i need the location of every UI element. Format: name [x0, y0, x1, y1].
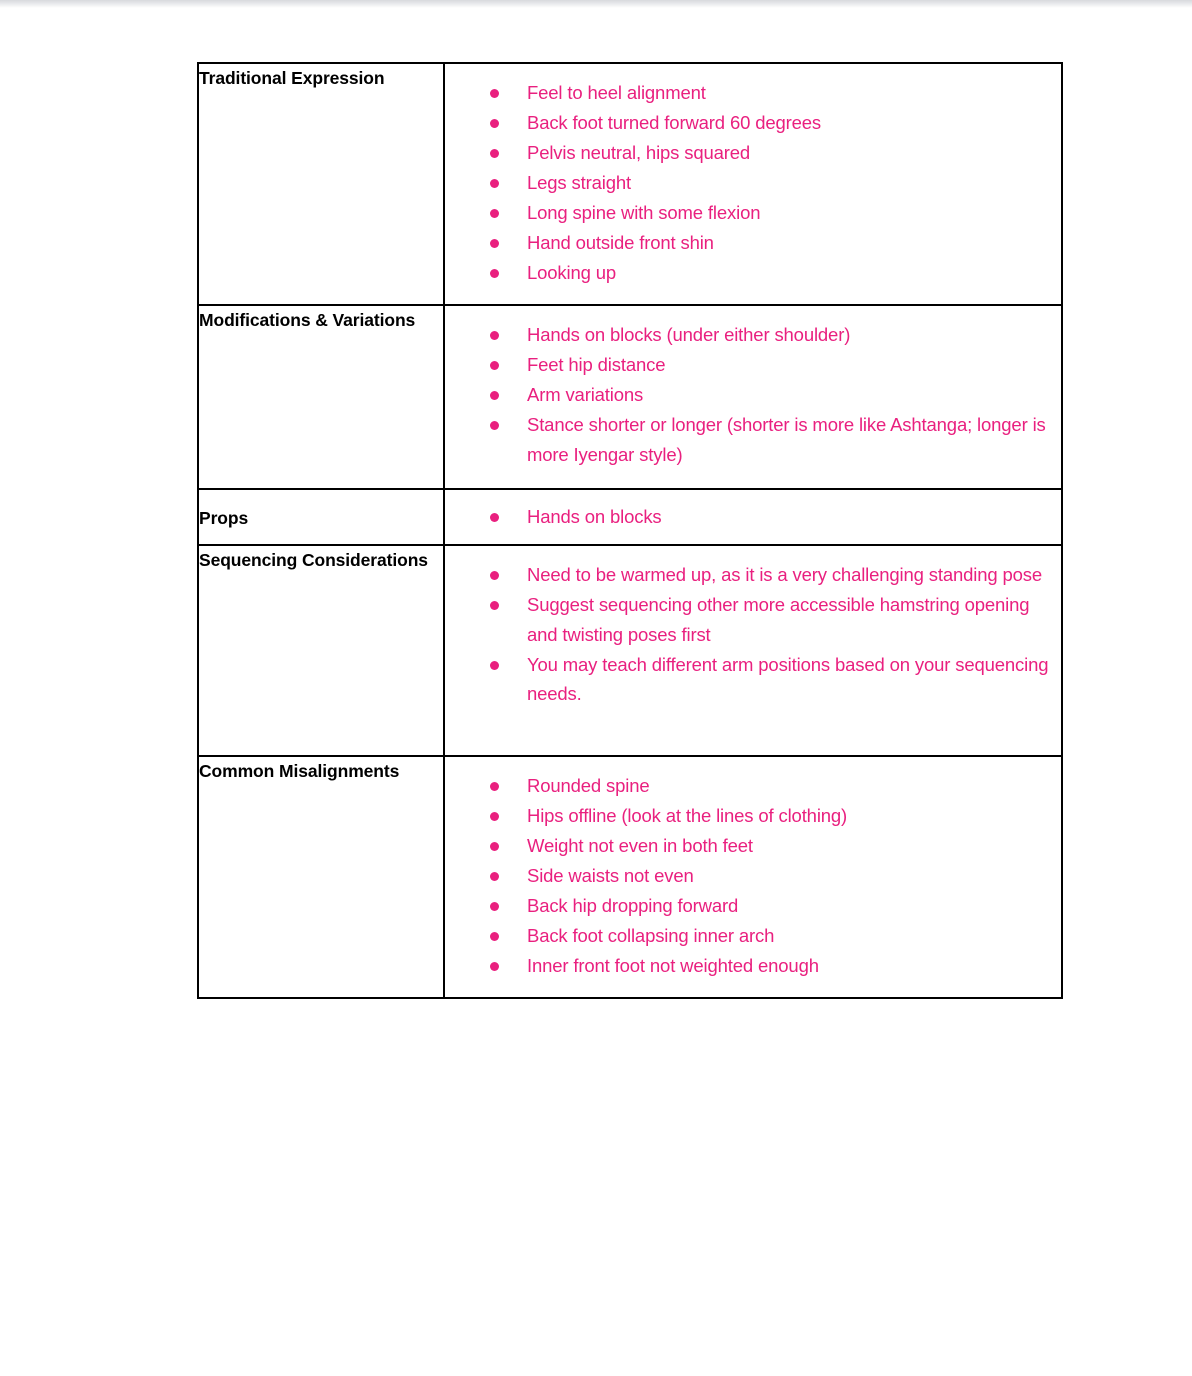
row-label-cell	[198, 756, 444, 998]
bullet-dot-icon	[490, 269, 499, 278]
list-item-text: Weight not even in both feet	[527, 835, 753, 857]
row-label: Common Misalignments	[199, 761, 400, 782]
list-item	[445, 320, 1061, 350]
list-item	[445, 650, 1061, 710]
row-label-cell	[198, 63, 444, 305]
row-content-cell	[444, 489, 1062, 545]
bullet-dot-icon	[490, 209, 499, 218]
bullet-dot-icon	[490, 932, 499, 941]
list-item-text: Hands on blocks (under either shoulder)	[527, 323, 851, 345]
bullet-dot-icon	[490, 872, 499, 881]
list-item-text: Need to be warmed up, as it is a very challenging standing pose	[527, 563, 1043, 585]
list-item-text: Back foot turned forward 60 degrees	[527, 111, 822, 133]
list-item	[445, 108, 1061, 138]
list-item-text: Rounded spine	[527, 775, 650, 797]
row-content-cell	[444, 545, 1062, 757]
bullet-dot-icon	[490, 812, 499, 821]
bullet-dot-icon	[490, 331, 499, 340]
bullet-dot-icon	[490, 513, 499, 522]
list-item-text: Feel to heel alignment	[527, 82, 706, 103]
bullet-list	[445, 560, 1061, 710]
list-item	[445, 502, 1061, 532]
list-item	[445, 228, 1061, 258]
bullet-list	[445, 320, 1061, 470]
bullet-dot-icon	[490, 782, 499, 791]
bullet-dot-icon	[490, 902, 499, 911]
page-top-edge-shadow	[0, 0, 1192, 8]
table-row	[198, 305, 1062, 489]
row-label-cell	[198, 489, 444, 545]
row-content-cell	[444, 63, 1062, 305]
bullet-list	[445, 502, 1061, 532]
bullet-dot-icon	[490, 842, 499, 851]
row-content-cell	[444, 305, 1062, 489]
list-item-text: Suggest sequencing other more accessible hamstring opening and twisting poses first	[527, 593, 1030, 645]
bullet-dot-icon	[490, 119, 499, 128]
list-item-text: Long spine with some flexion	[527, 201, 761, 223]
list-item-text: Side waists not even	[527, 865, 694, 887]
list-item-text: Hips offline (look at the lines of clothing)	[527, 805, 848, 827]
list-item	[445, 590, 1061, 650]
list-item-text: You may teach different arm positions based on your sequencing needs.	[527, 653, 1049, 705]
list-item	[445, 560, 1061, 590]
list-item-text: Hand outside front shin	[527, 231, 714, 253]
list-item	[445, 168, 1061, 198]
list-item	[445, 831, 1061, 861]
list-item	[445, 258, 1061, 288]
list-item-text: Feet hip distance	[527, 353, 666, 375]
list-item	[445, 380, 1061, 410]
yoga-pose-details-table	[197, 62, 1063, 999]
row-label-cell	[198, 545, 444, 757]
list-item-text: Legs straight	[527, 171, 631, 193]
bullet-list	[445, 78, 1061, 288]
row-label: Modifications & Variations	[199, 309, 416, 330]
table-row	[198, 545, 1062, 757]
list-item-text: Stance shorter or longer (shorter is more like Ashtanga; longer is more Iyengar style)	[527, 413, 1046, 465]
bullet-dot-icon	[490, 661, 499, 670]
list-item-text: Arm variations	[527, 383, 644, 405]
table-row	[198, 756, 1062, 998]
row-label: Props	[199, 507, 249, 528]
row-label-cell	[198, 305, 444, 489]
list-item	[445, 198, 1061, 228]
list-item	[445, 78, 1061, 108]
bullet-dot-icon	[490, 962, 499, 971]
list-item	[445, 350, 1061, 380]
bullet-dot-icon	[490, 89, 499, 98]
row-content-cell	[444, 756, 1062, 998]
bullet-dot-icon	[490, 391, 499, 400]
list-item	[445, 771, 1061, 801]
bullet-list	[445, 771, 1061, 981]
list-item	[445, 891, 1061, 921]
list-item-text: Back foot collapsing inner arch	[527, 925, 775, 947]
list-item-text: Looking up	[527, 261, 617, 283]
bullet-dot-icon	[490, 361, 499, 370]
bullet-dot-icon	[490, 239, 499, 248]
table-body	[198, 63, 1062, 998]
list-item	[445, 921, 1061, 951]
list-item	[445, 801, 1061, 831]
bullet-dot-icon	[490, 601, 499, 610]
list-item	[445, 861, 1061, 891]
table-row	[198, 489, 1062, 545]
list-item-text: Hands on blocks	[527, 505, 662, 527]
list-item-text: Inner front foot not weighted enough	[527, 955, 819, 977]
bullet-dot-icon	[490, 571, 499, 580]
row-label: Sequencing Considerations	[199, 549, 428, 570]
bullet-dot-icon	[490, 149, 499, 158]
bullet-dot-icon	[490, 421, 499, 430]
list-item	[445, 138, 1061, 168]
list-item-text: Pelvis neutral, hips squared	[527, 141, 751, 163]
list-item	[445, 410, 1061, 470]
table-row	[198, 63, 1062, 305]
bullet-dot-icon	[490, 179, 499, 188]
row-label: Traditional Expression	[199, 68, 385, 88]
list-item-text: Back hip dropping forward	[527, 895, 739, 917]
list-item	[445, 951, 1061, 981]
